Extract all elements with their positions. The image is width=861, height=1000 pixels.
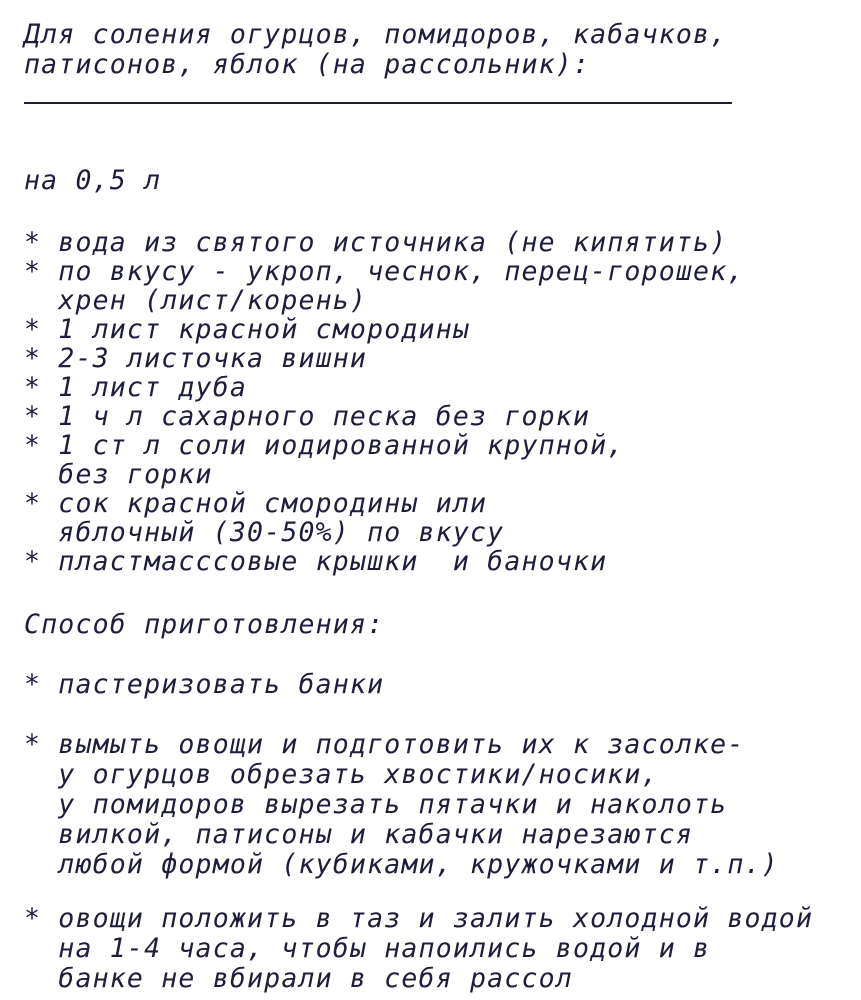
ingredient-line: без горки xyxy=(24,459,213,490)
step-line: * овощи положить в таз и залить холодной водой xyxy=(24,903,814,934)
method-heading: Способ приготовления: xyxy=(24,609,385,640)
ingredient-line: * 1 лист красной смородины xyxy=(24,314,471,345)
ingredient-line: * сок красной смородины или xyxy=(24,488,488,519)
ingredient-line: * вода из святого источника (не кипятить) xyxy=(24,227,728,258)
ingredient-line: * 2-3 листочка вишни xyxy=(24,343,368,374)
step-line: * вымыть овощи и подготовить их к засолке- xyxy=(24,729,745,760)
step-line: любой формой (кубиками, кружочками и т.п.) xyxy=(24,849,779,880)
header-underline xyxy=(24,102,732,104)
step-line: вилкой, патисоны и кабачки нарезаются xyxy=(24,819,694,850)
step-line: банке не вбирали в себя рассол xyxy=(24,963,573,994)
step-line: у огурцов обрезать хвостики/носики, xyxy=(24,759,659,790)
step-line: у помидоров вырезать пятачки и наколоть xyxy=(24,789,728,820)
header-line-2: патисонов, яблок (на рассольник): xyxy=(24,49,591,80)
ingredient-line: * 1 лист дуба xyxy=(24,372,248,403)
ingredient-line: * 1 ст л соли иодированной крупной, xyxy=(24,430,625,461)
ingredient-line: яблочный (30-50%) по вкусу xyxy=(24,517,505,548)
volume-label: на 0,5 л xyxy=(24,165,162,196)
ingredient-line: хрен (лист/корень) xyxy=(24,285,368,316)
header-line-1: Для соления огурцов, помидоров, кабачков, xyxy=(24,19,728,50)
ingredient-line: * 1 ч л сахарного песка без горки xyxy=(24,401,591,432)
ingredient-line: * пластмасссовые крышки и баночки xyxy=(24,546,608,577)
step-line: * пастеризовать банки xyxy=(24,669,385,700)
step-line: на 1-4 часа, чтобы напоилиcь водой и в xyxy=(24,933,711,964)
ingredient-line: * по вкусу - укроп, чеснок, перец-горошек, xyxy=(24,256,745,287)
